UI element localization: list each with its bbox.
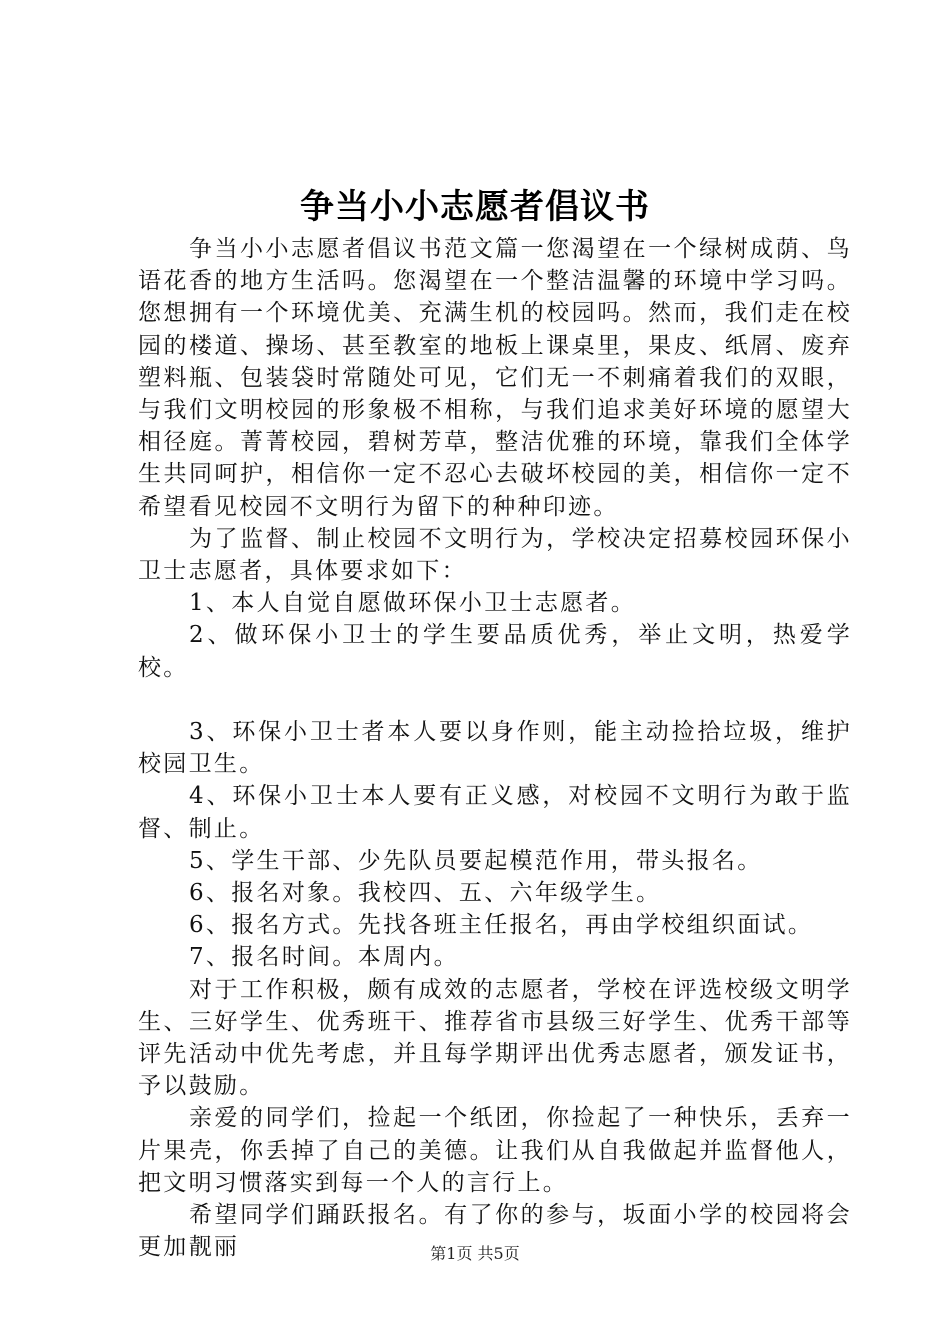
document-body: [138, 233, 852, 1263]
requirement-item-1: 1、本人自觉自愿做环保小卫士志愿者。: [189, 590, 637, 617]
requirement-item-6-method: 6、报名方式。先找各班主任报名，再由学校组织面试。: [189, 912, 814, 939]
requirement-item-7: 7、报名时间。本周内。: [189, 944, 459, 971]
requirement-item-6-target: 6、报名对象。我校四、五、六年级学生。: [189, 880, 662, 907]
paragraph-intro: 争当小小志愿者倡议书范文篇一您渴望在一个绿树成荫、鸟语花香的地方生活吗。您渴望在一个整洁温馨的环境中学习吗。您想拥有一个环境优美、充满生机的校园吗。然而，我们走在校园的楼道、操场、甚至教室的地板上课桌里，果皮、纸屑、废弃塑料瓶、包装袋时常随处可见，它们无一不刺痛着我们的双眼，与我们文明校园的形象极不相称，与我们追求美好环境的愿望大相径庭。菁菁校园，碧树芳草，整洁优雅的环境，靠我们全体学生共同呵护，相信你一定不忍心去破坏校园的美，相信你一定不希望看见校园不文明行为留下的种种印迹。: [138, 236, 852, 520]
requirement-item-4: 4、环保小卫士本人要有正义感，对校园不文明行为敢于监督、制止。: [138, 783, 852, 842]
requirement-item-5: 5、学生干部、少先队员要起模范作用，带头报名。: [189, 847, 763, 874]
requirement-item-2: 2、做环保小卫士的学生要品质优秀，举止文明，热爱学校。: [138, 622, 852, 681]
document-title: 争当小小志愿者倡议书: [300, 187, 650, 227]
paragraph-recruitment: 为了监督、制止校园不文明行为，学校决定招募校园环保小卫士志愿者，具体要求如下：: [138, 525, 852, 585]
paragraph-appeal: 亲爱的同学们，捡起一个纸团，你捡起了一种快乐，丢弃一片果壳，你丢掉了自己的美德。让我们从自我做起并监督他人，把文明习惯落实到每一个人的言行上。: [138, 1105, 852, 1196]
page-footer: 第1页 共5页: [430, 1244, 520, 1263]
requirement-item-3: 3、环保小卫士者本人要以身作则，能主动捡拾垃圾，维护校园卫生。: [138, 719, 852, 778]
paragraph-rewards: 对于工作积极，颇有成效的志愿者，学校在评选校级文明学生、三好学生、优秀班干、推荐省市县级三好学生、优秀干部等评先活动中优先考虑，并且每学期评出优秀志愿者，颁发证书，予以鼓励。: [138, 976, 852, 1100]
paragraph-closing: 希望同学们踊跃报名。有了你的参与，坂面小学的校园将会更加靓丽: [138, 1202, 852, 1261]
